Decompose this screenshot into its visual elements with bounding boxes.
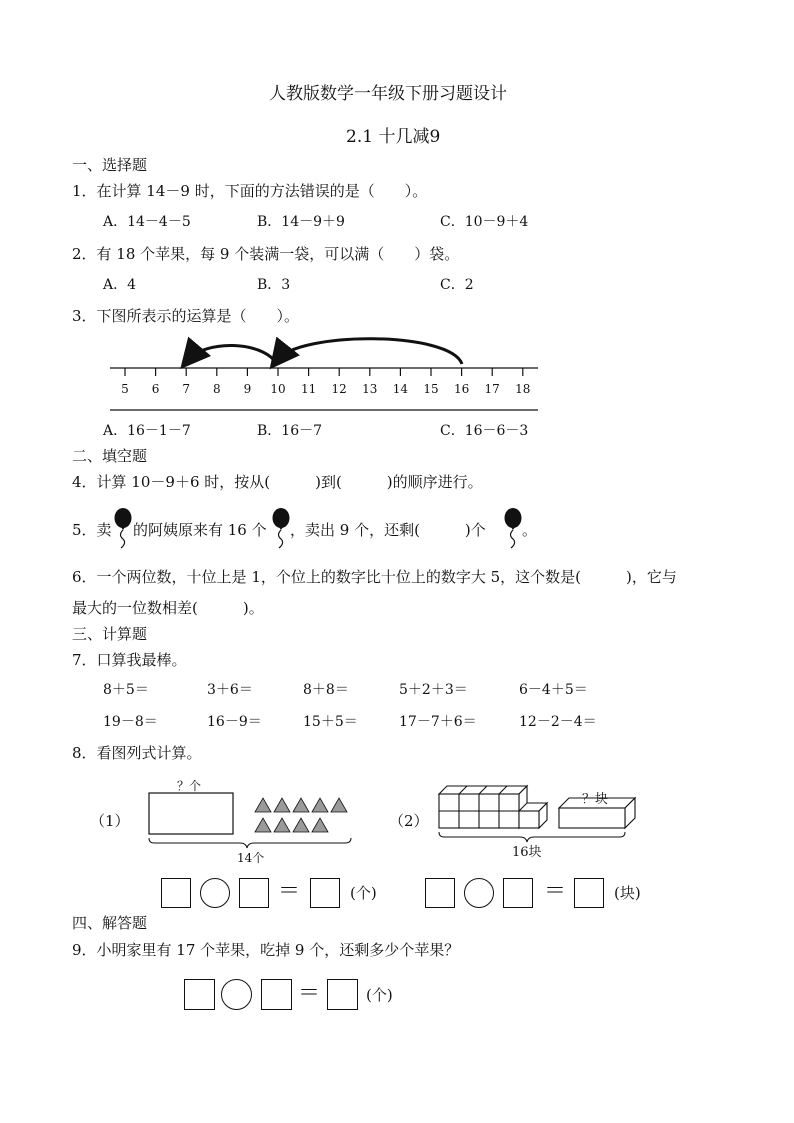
q8-part2-question-label: ？块: [582, 792, 609, 807]
q3-option-a: A．16－1－7: [103, 423, 191, 439]
total-brace: [439, 832, 625, 842]
q2-option-c: C．2: [440, 277, 474, 293]
q5-text-2: 的阿姨原来有 16 个: [133, 521, 267, 539]
question-6-line-2: 最大的一位数相差( )。: [72, 599, 264, 617]
answer-box[interactable]: [503, 878, 533, 908]
balloon-icon: [113, 508, 133, 552]
triangle-shape: [293, 798, 309, 812]
unit-label: (个): [350, 884, 377, 902]
triangle-shape: [293, 818, 309, 832]
mental-math-item: 5＋2＋3＝: [399, 682, 468, 698]
page-title: 人教版数学一年级下册习题设计: [269, 84, 507, 104]
q3-option-c: C．16－6－3: [440, 423, 529, 439]
q8-part1-label: （1）: [90, 812, 130, 830]
triangle-shape: [255, 798, 271, 812]
mental-math-item: 12－2－4＝: [519, 714, 597, 730]
q1-option-a: A．14－4－5: [103, 214, 191, 230]
mental-math-item: 17－7＋6＝: [399, 714, 477, 730]
tick-label: 9: [243, 382, 252, 396]
answer-box[interactable]: [327, 979, 358, 1010]
mental-math-item: 8＋8＝: [303, 682, 349, 698]
q1-option-c: C．10－9＋4: [440, 214, 529, 230]
section-heading-choice: 一、选择题: [72, 156, 148, 174]
total-brace: [149, 838, 351, 848]
balloon-icon: [503, 508, 523, 552]
balloon-icon: [271, 508, 291, 552]
question-7: 7．口算我最棒。: [72, 651, 187, 669]
mental-math-item: 3＋6＝: [207, 682, 253, 698]
section-heading-word-problem: 四、解答题: [72, 914, 148, 932]
answer-box[interactable]: [261, 979, 292, 1010]
mental-math-item: 8＋5＝: [103, 682, 149, 698]
unit-label: (个): [366, 986, 393, 1004]
question-2: 2．有 18 个苹果，每 9 个装满一袋，可以满（ ）袋。: [72, 245, 460, 263]
tick-label: 10: [270, 382, 286, 396]
question-6-line-1: 6．一个两位数，十位上是 1，个位上的数字比十位上的数字大 5，这个数是( )，它与: [72, 568, 677, 586]
triangle-shape: [255, 818, 271, 832]
question-8: 8．看图列式计算。: [72, 744, 202, 762]
answer-box[interactable]: [239, 878, 269, 908]
equals-sign: ＝: [544, 879, 567, 904]
q8-part1-total-label: 14个: [237, 851, 265, 865]
tick-label: 8: [212, 382, 221, 396]
equals-sign: ＝: [278, 879, 301, 904]
tick-label: 5: [121, 382, 129, 396]
tick-label: 15: [423, 382, 439, 396]
question-9: 9．小明家里有 17 个苹果，吃掉 9 个，还剩多少个苹果？: [72, 941, 460, 959]
mental-math-item: 15＋5＝: [303, 714, 358, 730]
q1-option-b: B．14－9＋9: [257, 214, 345, 230]
page-subtitle: 2.1 十几减9: [346, 127, 441, 147]
jump-arrow-16-to-10: [277, 339, 462, 364]
mental-math-item: 6－4＋5＝: [519, 682, 588, 698]
tick-label: 18: [515, 382, 531, 396]
tick-label: 6: [151, 382, 160, 396]
q3-option-b: B．16－7: [257, 423, 323, 439]
q5-text-3: ，卖出 9 个，还剩( )个: [290, 521, 486, 539]
q8-part2-label: （2）: [389, 812, 429, 830]
unit-label: (块): [614, 884, 641, 902]
question-1: 1．在计算 14－9 时，下面的方法错误的是（ ）。: [72, 182, 428, 200]
operator-circle[interactable]: [464, 878, 494, 908]
q2-option-b: B．3: [257, 277, 291, 293]
answer-box[interactable]: [425, 878, 455, 908]
triangle-shape: [331, 798, 347, 812]
operator-circle[interactable]: [221, 979, 252, 1010]
tick-label: 17: [484, 382, 500, 396]
q5-text-1: 5．卖: [72, 521, 112, 539]
operator-circle[interactable]: [200, 878, 230, 908]
triangle-shape: [274, 798, 290, 812]
equals-sign: ＝: [298, 981, 321, 1006]
triangle-shape: [312, 818, 328, 832]
section-heading-calc: 三、计算题: [72, 625, 148, 643]
jump-arrow-10-to-7: [188, 345, 277, 364]
tick-label: 11: [300, 382, 317, 396]
q5-text-4: 。: [522, 521, 538, 539]
section-heading-fill: 二、填空题: [72, 447, 148, 465]
question-3: 3．下图所表示的运算是（ ）。: [72, 307, 300, 325]
number-line-figure: [0, 333, 794, 413]
q2-option-a: A．4: [103, 277, 137, 293]
tick-label: 16: [453, 382, 470, 396]
q8-part2-total-label: 16块: [512, 845, 542, 860]
answer-box[interactable]: [310, 878, 340, 908]
triangle-shape: [274, 818, 290, 832]
answer-box[interactable]: [574, 878, 604, 908]
tick-label: 7: [182, 382, 191, 396]
question-4: 4．计算 10－9＋6 时，按从( )到( )的顺序进行。: [72, 473, 483, 491]
triangle-shape: [312, 798, 328, 812]
tick-label: 14: [392, 382, 409, 396]
answer-box[interactable]: [184, 979, 215, 1010]
mental-math-item: 16－9＝: [207, 714, 262, 730]
q8-part1-question-label: ？个: [177, 779, 202, 793]
answer-box[interactable]: [161, 878, 191, 908]
tick-label: 13: [362, 382, 378, 396]
mental-math-item: 19－8＝: [103, 714, 158, 730]
tick-label: 12: [331, 382, 347, 396]
